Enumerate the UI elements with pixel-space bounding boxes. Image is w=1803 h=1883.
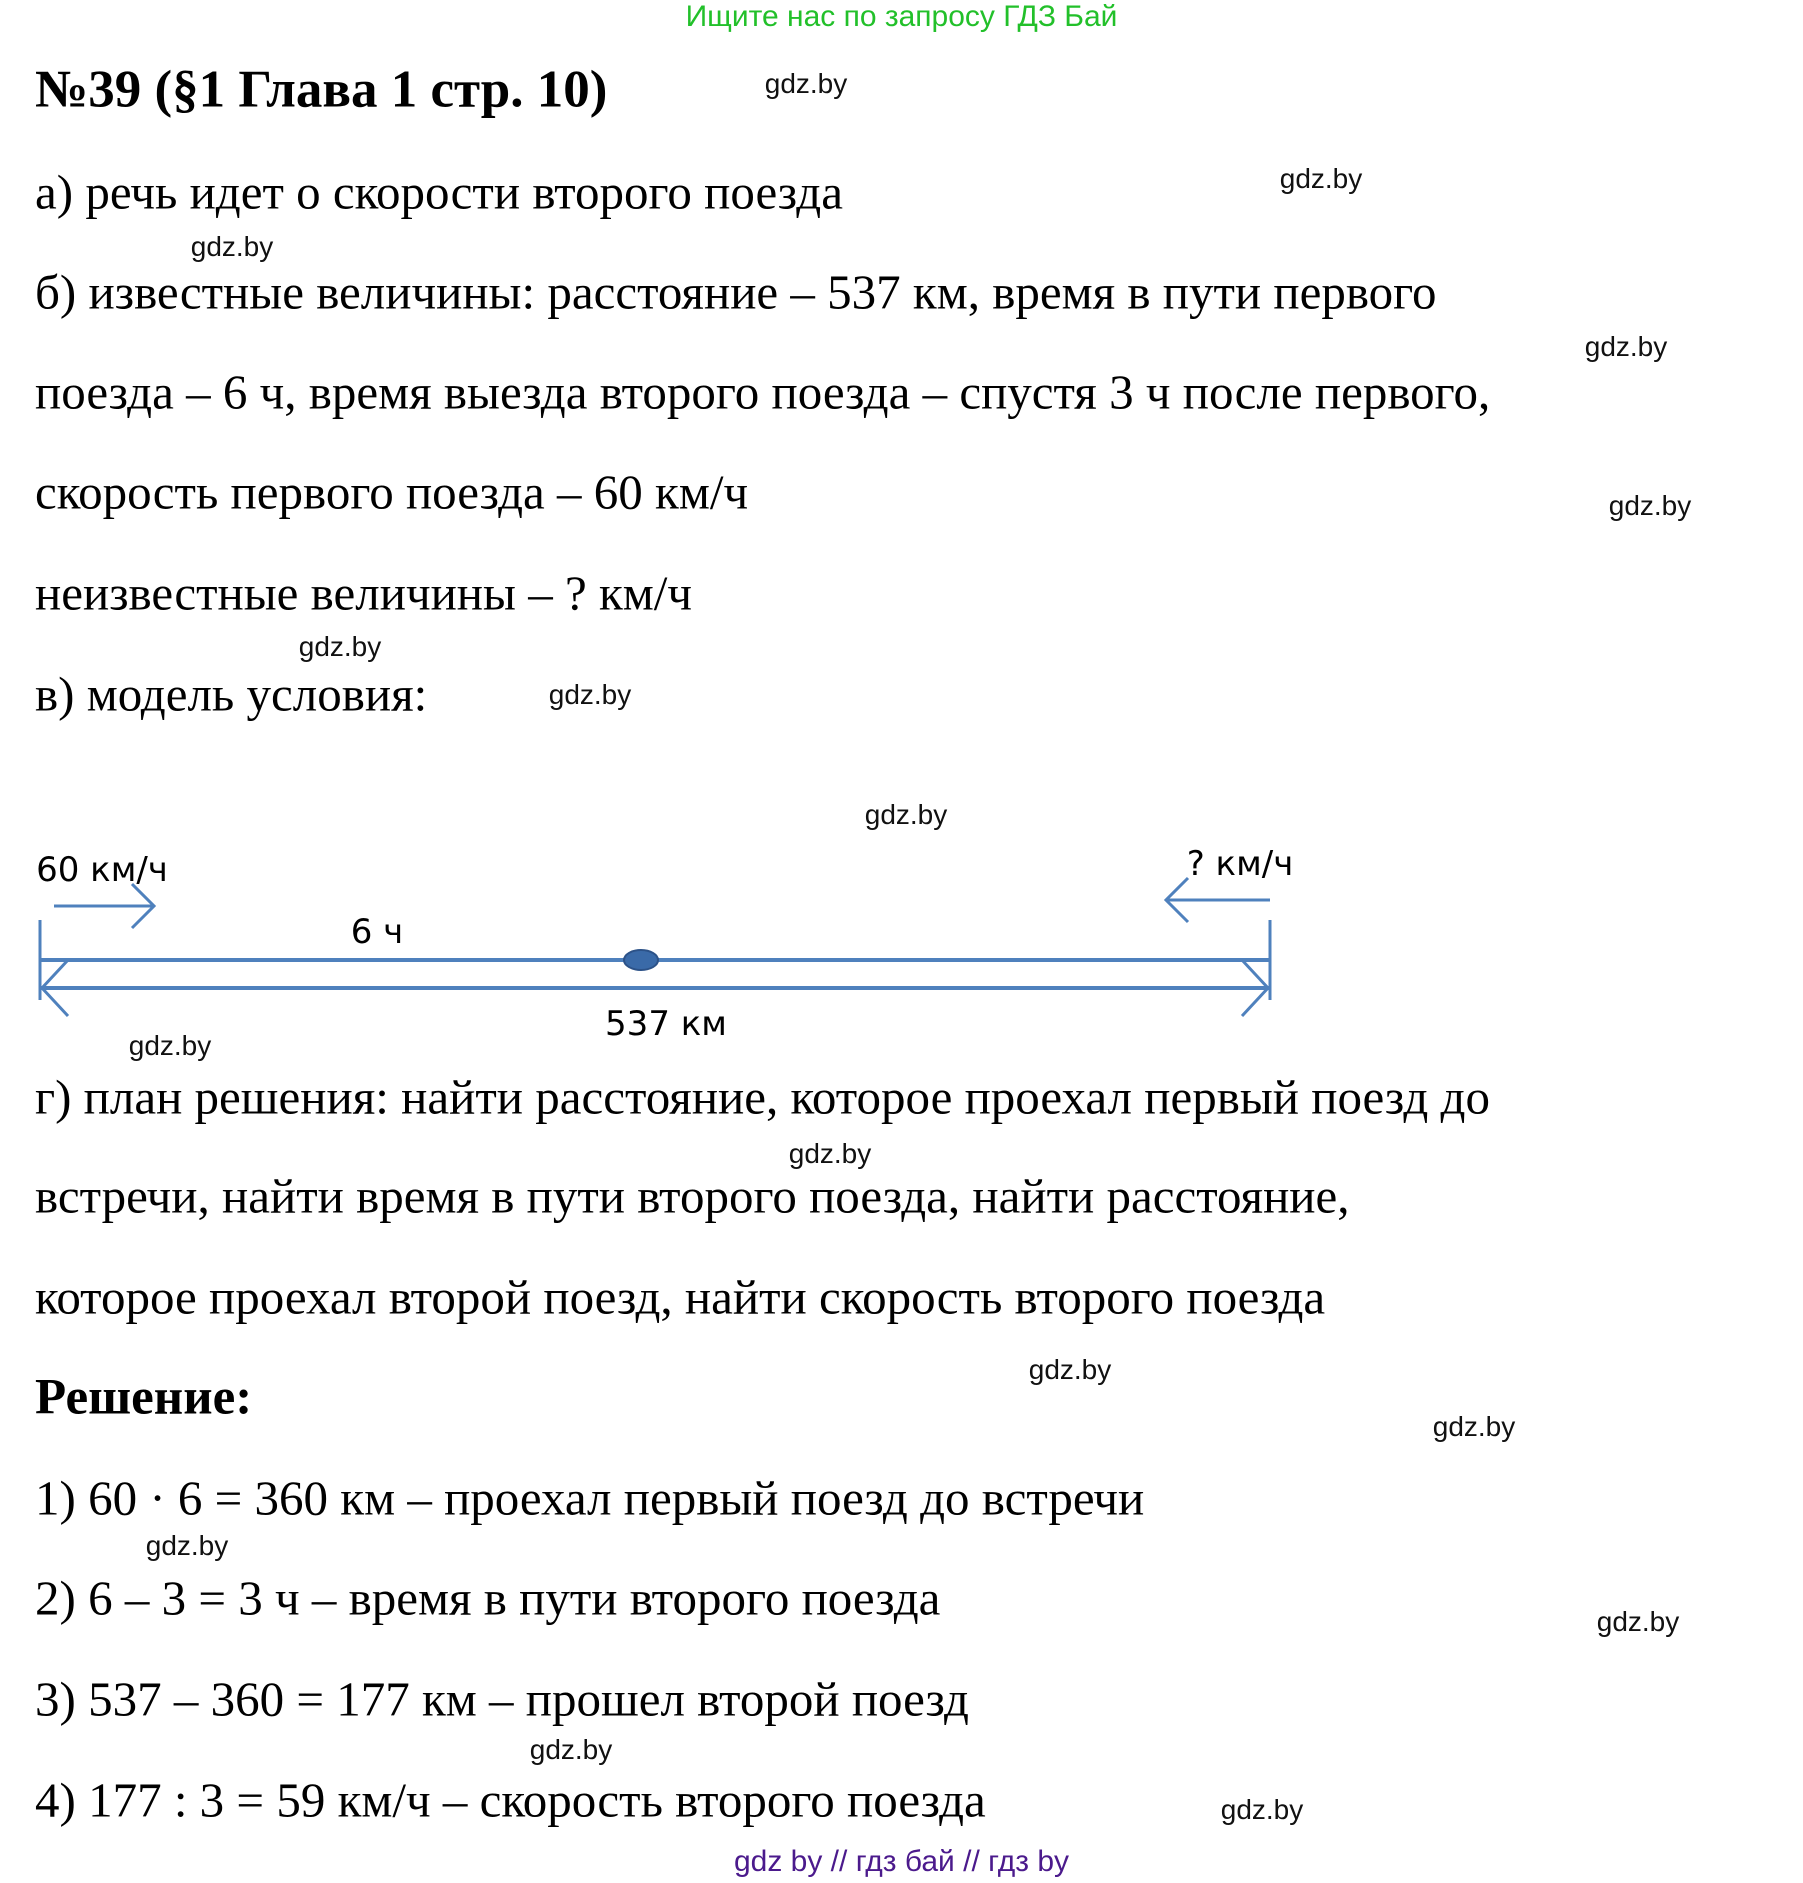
watermark: gdz.by — [764, 68, 848, 99]
watermark: gdz.by — [145, 1530, 229, 1561]
solution-step: 2) 6 – 3 = 3 ч – время в пути второго поезда — [35, 1570, 941, 1626]
text-line: скорость первого поезда – 60 км/ч — [35, 464, 749, 520]
text-line: которое проехал второй поезд, найти скорость второго поезда — [35, 1269, 1326, 1325]
watermark: gdz.by — [190, 231, 274, 262]
footer-links[interactable]: gdz by // гдз бай // гдз by — [733, 1845, 1070, 1878]
watermark: gdz.by — [1220, 1794, 1304, 1825]
right-speed-label: ? км/ч — [1186, 844, 1294, 884]
watermark: gdz.by — [1596, 1606, 1680, 1637]
text-line: неизвестные величины – ? км/ч — [35, 565, 693, 621]
watermark: gdz.by — [529, 1734, 613, 1765]
solution-step: 3) 537 – 360 = 177 км – прошел второй поезд — [35, 1671, 969, 1727]
watermark: gdz.by — [1608, 490, 1692, 521]
watermark: gdz.by — [1584, 331, 1668, 362]
watermark: gdz.by — [864, 799, 948, 830]
page-title: №39 (§1 Глава 1 стр. 10) — [35, 60, 608, 119]
distance-label: 537 км — [605, 1004, 727, 1044]
text-line: а) речь идет о скорости второго поезда — [35, 164, 843, 220]
left-speed-label: 60 км/ч — [36, 850, 168, 890]
meeting-point — [624, 950, 658, 970]
watermark: gdz.by — [1279, 163, 1363, 194]
time-label: 6 ч — [350, 912, 404, 952]
watermark: gdz.by — [788, 1138, 872, 1169]
solution-step: 4) 177 : 3 = 59 км/ч – скорость второго поезда — [35, 1772, 986, 1828]
watermark: gdz.by — [548, 679, 632, 710]
text-line: б) известные величины: расстояние – 537 км, время в пути первого — [35, 264, 1437, 320]
watermark: gdz.by — [128, 1030, 212, 1061]
text-line: в) модель условия: — [35, 666, 428, 722]
header-banner[interactable]: Ищите нас по запросу ГДЗ Бай — [685, 0, 1118, 33]
text-line: поезда – 6 ч, время выезда второго поезда – спустя 3 ч после первого, — [35, 364, 1491, 420]
watermark: gdz.by — [1432, 1411, 1516, 1442]
text-line: встречи, найти время в пути второго поезда, найти расстояние, — [35, 1168, 1350, 1224]
solution-heading: Решение: — [35, 1369, 253, 1426]
solution-step: 1) 60 · 6 = 360 км – проехал первый поезд до встречи — [35, 1470, 1145, 1526]
watermark: gdz.by — [1028, 1354, 1112, 1385]
watermark: gdz.by — [298, 631, 382, 662]
text-line: г) план решения: найти расстояние, которое проехал первый поезд до — [35, 1069, 1490, 1125]
